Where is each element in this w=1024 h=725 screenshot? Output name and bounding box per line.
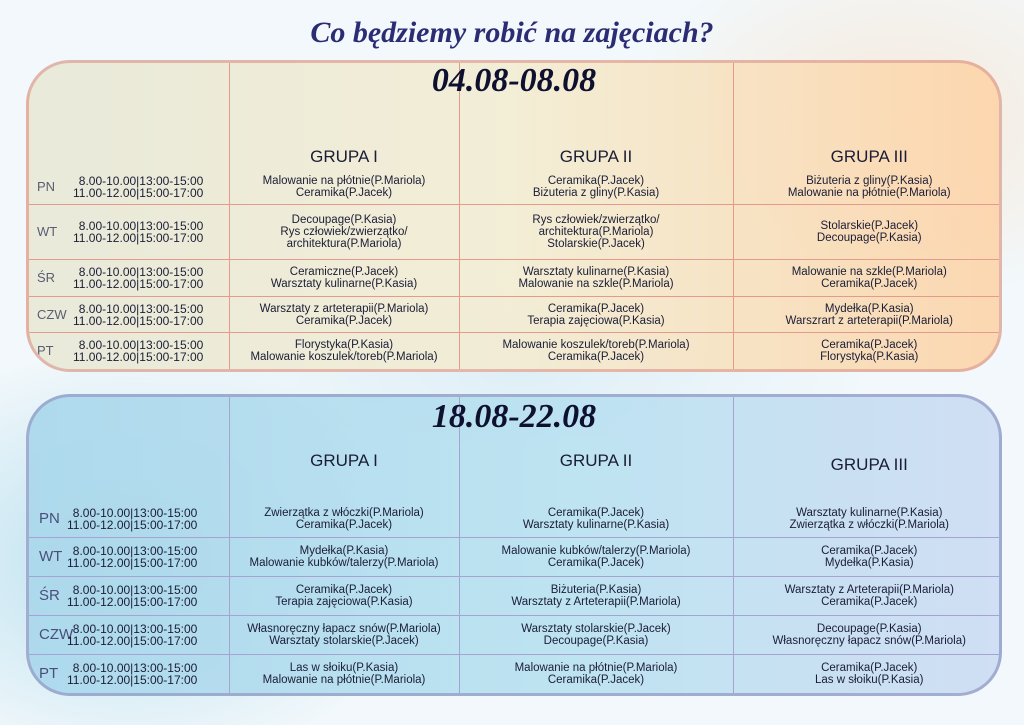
activity-text: Stolarskie(P.Jacek) (820, 220, 919, 233)
activity-text: Zwierzątka z włóczki(P.Mariola) (264, 506, 424, 519)
day-cell (29, 500, 229, 538)
activity-cell-group-2 (459, 296, 733, 333)
schedule-row (29, 205, 1002, 259)
activity-cell-group-3 (733, 500, 1002, 538)
activity-text: Warsztaty kulinarne(P.Kasia) (796, 506, 943, 519)
activity-text: Terapia zajęciowa(P.Kasia) (275, 596, 413, 609)
hours-line: 8.00-10.00|13:00-15:00 (78, 338, 204, 353)
hours-line: 11.00-12.00|15:00-17:00 (67, 595, 198, 610)
schedule-row (29, 655, 1002, 693)
activity-cell-group-3 (733, 259, 1002, 296)
hours-line: 8.00-10.00|13:00-15:00 (72, 583, 198, 598)
hours-line: 8.00-10.00|13:00-15:00 (78, 301, 204, 316)
activity-text: Malowanie na szkle(P.Mariola) (518, 277, 674, 290)
group-header-3: GRUPA III (733, 397, 1002, 500)
activity-cell-group-2 (459, 169, 733, 205)
activity-text: Biżuteria z gliny(P.Kasia) (806, 174, 933, 187)
hours-line: 11.00-12.00|15:00-17:00 (73, 350, 204, 365)
activity-cell-group-1 (229, 259, 459, 296)
activity-text: Malowanie na płótnie(P.Mariola) (787, 186, 951, 199)
hours-line: 11.00-12.00|15:00-17:00 (67, 556, 198, 571)
activity-text: Ceramika(P.Jacek) (821, 339, 918, 352)
schedule-table-week-2 (29, 397, 1002, 693)
activity-text: Biżuteria(P.Kasia) (550, 584, 642, 597)
activity-text: Rys człowiek/zwierzątko/ (532, 214, 660, 227)
group-header-2: GRUPA II (459, 397, 733, 500)
activity-cell-group-3 (733, 538, 1002, 577)
activity-text: Biżuteria z gliny(P.Kasia) (532, 186, 660, 199)
schedule-row (29, 259, 1002, 296)
hours-block (73, 220, 203, 244)
day-label: WT (37, 224, 58, 240)
day-label: PN (37, 178, 56, 194)
hours-line: 8.00-10.00|13:00-15:00 (72, 661, 198, 676)
day-cell (29, 577, 229, 616)
day-cell (29, 655, 229, 693)
activity-text: Warsztaty z Arteterapii(P.Mariola) (511, 596, 681, 609)
activity-text: Własnoręczny łapacz snów(P.Mariola) (247, 623, 441, 636)
activity-text: Ceramika(P.Jacek) (295, 314, 393, 327)
activity-text: Ceramika(P.Jacek) (821, 662, 918, 675)
group-header-1: GRUPA I (229, 63, 459, 169)
activity-text: Decoupage(P.Kasia) (816, 232, 922, 245)
activity-cell-group-1 (229, 616, 459, 655)
day-label: PT (39, 665, 59, 683)
hours-block (73, 303, 203, 327)
schedule-row (29, 500, 1002, 538)
activity-text: Warszrart z arteterapii(P.Mariola) (785, 314, 953, 327)
hours-line: 11.00-12.00|15:00-17:00 (73, 185, 204, 200)
schedule-row (29, 169, 1002, 205)
activity-text: Mydełka(P.Kasia) (824, 557, 914, 570)
activity-text: Warsztaty stolarskie(P.Jacek) (521, 623, 671, 636)
activity-text: Stolarskie(P.Jacek) (547, 238, 645, 251)
activity-cell-group-3 (733, 616, 1002, 655)
activity-cell-group-3 (733, 577, 1002, 616)
activity-text: Ceramika(P.Jacek) (547, 674, 645, 687)
day-label: ŚR (37, 269, 56, 285)
activity-text: Ceramika(P.Jacek) (547, 302, 645, 315)
hours-block (67, 623, 197, 647)
activity-text: Mydełka(P.Kasia) (299, 545, 389, 558)
activity-text: Florystyka(P.Kasia) (294, 339, 394, 352)
day-label: ŚR (39, 587, 60, 605)
day-label: PT (37, 343, 54, 359)
page-title: Co będziemy robić na zajęciach? (310, 16, 714, 49)
activity-text: Malowanie na płótnie(P.Mariola) (262, 174, 426, 187)
activity-cell-group-2 (459, 205, 733, 259)
hours-block (67, 507, 197, 531)
schedule-row (29, 538, 1002, 577)
activity-text: Ceramiczne(P.Jacek) (289, 265, 399, 278)
day-cell (29, 538, 229, 577)
hours-line: 8.00-10.00|13:00-15:00 (72, 544, 198, 559)
activity-text: Ceramika(P.Jacek) (821, 545, 918, 558)
day-cell (29, 333, 229, 369)
activity-cell-group-2 (459, 500, 733, 538)
activity-text: Ceramika(P.Jacek) (547, 351, 645, 364)
group-header-3: GRUPA III (733, 63, 1002, 169)
activity-cell-group-2 (459, 259, 733, 296)
activity-text: Ceramika(P.Jacek) (547, 506, 645, 519)
activity-cell-group-1 (229, 577, 459, 616)
activity-cell-group-2 (459, 616, 733, 655)
hours-line: 11.00-12.00|15:00-17:00 (73, 276, 204, 291)
schedule-row (29, 333, 1002, 369)
day-cell (29, 616, 229, 655)
activity-text: Rys człowiek/zwierzątko/ (280, 226, 408, 239)
day-label: CZW (39, 626, 74, 644)
activity-text: Malowanie kubków/talerzy(P.Mariola) (249, 557, 439, 570)
activity-cell-group-3 (733, 205, 1002, 259)
day-cell (29, 205, 229, 259)
activity-text: Ceramika(P.Jacek) (295, 518, 393, 531)
hours-line: 8.00-10.00|13:00-15:00 (78, 173, 204, 188)
activity-text: Florystyka(P.Kasia) (820, 351, 919, 364)
day-cell (29, 169, 229, 205)
activity-text: Warsztaty stolarskie(P.Jacek) (269, 635, 419, 648)
hours-block (73, 339, 203, 363)
activity-text: Mydełka(P.Kasia) (824, 302, 914, 315)
hours-line: 11.00-12.00|15:00-17:00 (67, 673, 198, 688)
activity-cell-group-2 (459, 655, 733, 693)
activity-cell-group-1 (229, 296, 459, 333)
day-cell (29, 296, 229, 333)
activity-text: Ceramika(P.Jacek) (547, 557, 645, 570)
day-label: PN (39, 509, 60, 527)
activity-text: Las w słoiku(P.Kasia) (815, 674, 924, 687)
activity-cell-group-3 (733, 655, 1002, 693)
activity-text: Ceramika(P.Jacek) (295, 584, 393, 597)
day-label: CZW (37, 306, 67, 322)
activity-text: Ceramika(P.Jacek) (821, 596, 918, 609)
activity-cell-group-2 (459, 577, 733, 616)
activity-cell-group-1 (229, 655, 459, 693)
activity-cell-group-1 (229, 538, 459, 577)
schedule-table-week-1 (29, 63, 1002, 369)
period-label: 04.08-08.08 (431, 62, 597, 99)
activity-cell-group-1 (229, 500, 459, 538)
activity-text: Malowanie koszulek/toreb(P.Mariola) (502, 339, 690, 352)
hours-block (73, 175, 203, 199)
week-panel-1 (26, 60, 1002, 372)
hours-block (67, 662, 197, 686)
activity-text: Warsztaty kulinarne(P.Kasia) (522, 518, 670, 531)
hours-line: 11.00-12.00|15:00-17:00 (67, 517, 198, 532)
activity-cell-group-2 (459, 333, 733, 369)
activity-text: Decoupage(P.Kasia) (543, 635, 649, 648)
activity-cell-group-2 (459, 538, 733, 577)
activity-cell-group-1 (229, 333, 459, 369)
day-cell (29, 259, 229, 296)
hours-line: 8.00-10.00|13:00-15:00 (72, 622, 198, 637)
activity-text: Ceramika(P.Jacek) (821, 277, 918, 290)
hours-line: 11.00-12.00|15:00-17:00 (73, 313, 204, 328)
activity-cell-group-3 (733, 169, 1002, 205)
hours-line: 11.00-12.00|15:00-17:00 (73, 231, 204, 246)
activity-text: Decoupage(P.Kasia) (291, 214, 397, 227)
activity-text: architektura(P.Mariola) (286, 238, 402, 251)
activity-cell-group-3 (733, 296, 1002, 333)
hours-line: 8.00-10.00|13:00-15:00 (78, 219, 204, 234)
group-header-2: GRUPA II (459, 63, 733, 169)
hours-block (73, 266, 203, 290)
activity-text: Malowanie kubków/talerzy(P.Mariola) (501, 545, 691, 558)
schedule-row (29, 577, 1002, 616)
activity-text: Ceramika(P.Jacek) (295, 186, 393, 199)
hours-line: 11.00-12.00|15:00-17:00 (67, 634, 198, 649)
activity-text: Zwierzątka z włóczki(P.Mariola) (789, 518, 950, 531)
activity-cell-group-3 (733, 333, 1002, 369)
group-header-1: GRUPA I (229, 397, 459, 500)
activity-text: Ceramika(P.Jacek) (547, 174, 645, 187)
activity-text: Decoupage(P.Kasia) (816, 623, 922, 636)
activity-text: Malowanie na płótnie(P.Mariola) (262, 674, 426, 687)
activity-text: Terapia zajęciowa(P.Kasia) (527, 314, 665, 327)
activity-text: Warsztaty z Arteterapii(P.Mariola) (784, 584, 954, 597)
week-panel-2 (26, 394, 1002, 696)
activity-text: Warsztaty kulinarne(P.Kasia) (270, 277, 418, 290)
period-label: 18.08-22.08 (431, 398, 597, 435)
activity-text: Własnoręczny łapacz snów(P.Mariola) (772, 635, 966, 648)
activity-cell-group-1 (229, 169, 459, 205)
activity-text: architektura(P.Mariola) (538, 226, 654, 239)
hours-block (67, 545, 197, 569)
activity-text: Las w słoiku(P.Kasia) (289, 662, 399, 675)
day-label: WT (39, 548, 63, 566)
schedule-row (29, 616, 1002, 655)
activity-cell-group-1 (229, 205, 459, 259)
activity-text: Malowanie koszulek/toreb(P.Mariola) (250, 351, 438, 364)
activity-text: Malowanie na szkle(P.Mariola) (791, 265, 947, 278)
activity-text: Warsztaty kulinarne(P.Kasia) (522, 265, 670, 278)
activity-text: Malowanie na płótnie(P.Mariola) (514, 662, 678, 675)
hours-line: 8.00-10.00|13:00-15:00 (72, 505, 198, 520)
schedule-row (29, 296, 1002, 333)
hours-line: 8.00-10.00|13:00-15:00 (78, 264, 204, 279)
hours-block (67, 584, 197, 608)
activity-text: Warsztaty z arteterapii(P.Mariola) (259, 302, 429, 315)
